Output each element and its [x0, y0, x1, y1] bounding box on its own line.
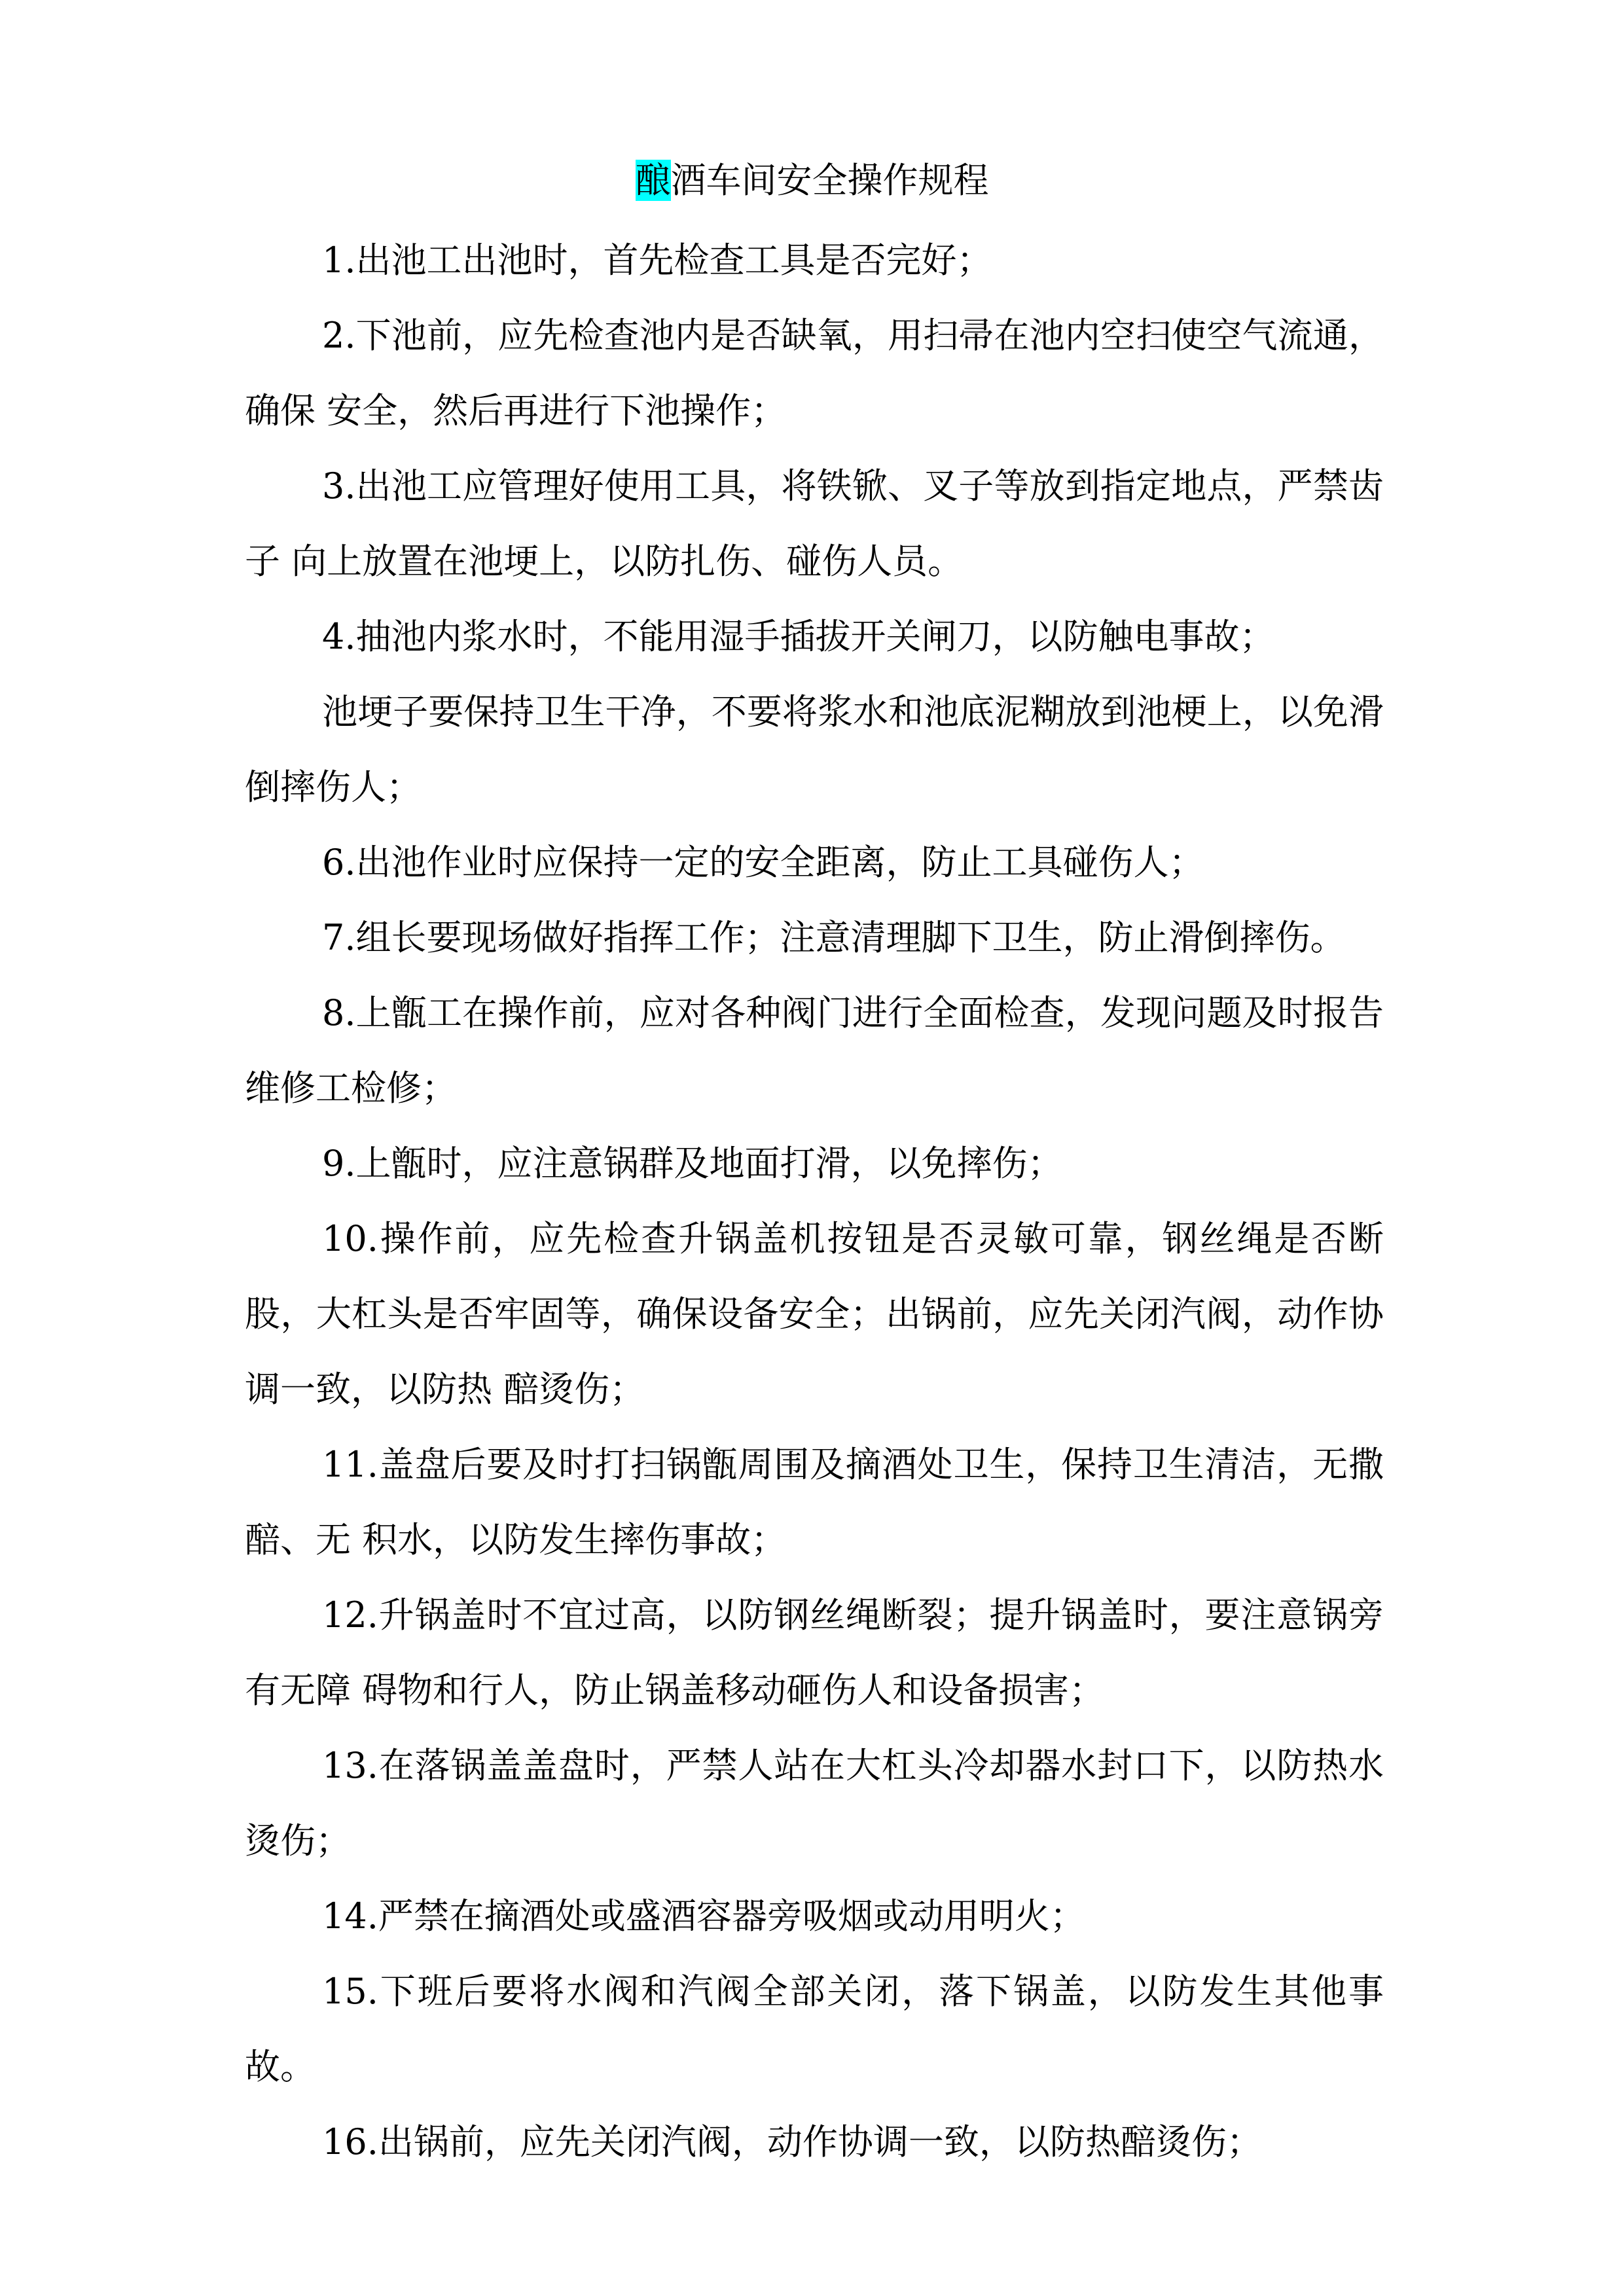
paragraph-11: 11.盖盘后要及时打扫锅甑周围及摘酒处卫生，保持卫生清洁，无撒醅、无 积水，以防发生摔伤事故； — [245, 1444, 1384, 1560]
document-body — [245, 223, 1384, 2179]
paragraph-15: 15.下班后要将水阀和汽阀全部关闭，落下锅盖，以防发生其他事故。 — [245, 1971, 1384, 2087]
page-title — [0, 148, 1624, 213]
paragraph-9: 9.上甑时，应注意锅群及地面打滑，以免摔伤； — [322, 1143, 1063, 1184]
paragraph-16: 16.出锅前，应先关闭汽阀，动作协调一致，以防热醅烫伤； — [322, 2121, 1262, 2162]
paragraph-14: 14.严禁在摘酒处或盛酒容器旁吸烟或动用明火； — [322, 1895, 1085, 1937]
title-text: 酒车间安全操作规程 — [670, 160, 989, 201]
paragraph-10: 10.操作前，应先检查升锅盖机按钮是否灵敏可靠，钢丝绳是否断股，大杠头是否牢固等，确保设备安全；出锅前，应先关闭汽阀，动作协调一致，以防热 醅烫伤； — [245, 1218, 1384, 1410]
paragraph-12: 12.升锅盖时不宜过高，以防钢丝绳断裂；提升锅盖时，要注意锅旁有无障 碍物和行人，防止锅盖移动砸伤人和设备损害； — [245, 1594, 1384, 1711]
paragraph-13: 13.在落锅盖盖盘时，严禁人站在大杠头冷却器水封口下，以防热水烫伤； — [245, 1745, 1384, 1861]
paragraph-8: 8.上甑工在操作前，应对各种阀门进行全面检查，发现问题及时报告维修工检修； — [245, 992, 1384, 1109]
paragraph-3: 3.出池工应管理好使用工具，将铁锨、叉子等放到指定地点，严禁齿子 向上放置在池埂上，以防扎伤、碰伤人员。 — [245, 465, 1384, 582]
paragraph-2: 2.下池前，应先检查池内是否缺氧，用扫帚在池内空扫使空气流通，确保 安全，然后再进行下池操作； — [245, 315, 1384, 431]
paragraph-1: 1.出池工出池时，首先检查工具是否完好； — [322, 240, 992, 281]
paragraph-6: 6.出池作业时应保持一定的安全距离，防止工具碰伤人； — [322, 842, 1204, 883]
title-highlight: 酿 — [635, 160, 671, 201]
paragraph-5: 池埂子要保持卫生干净，不要将浆水和池底泥糊放到池梗上，以免滑倒摔伤人； — [245, 691, 1384, 808]
paragraph-4: 4.抽池内浆水时，不能用湿手插拔开关闸刀，以防触电事故； — [322, 616, 1275, 657]
paragraph-7: 7.组长要现场做好指挥工作；注意清理脚下卫生，防止滑倒摔伤。 — [322, 917, 1346, 958]
